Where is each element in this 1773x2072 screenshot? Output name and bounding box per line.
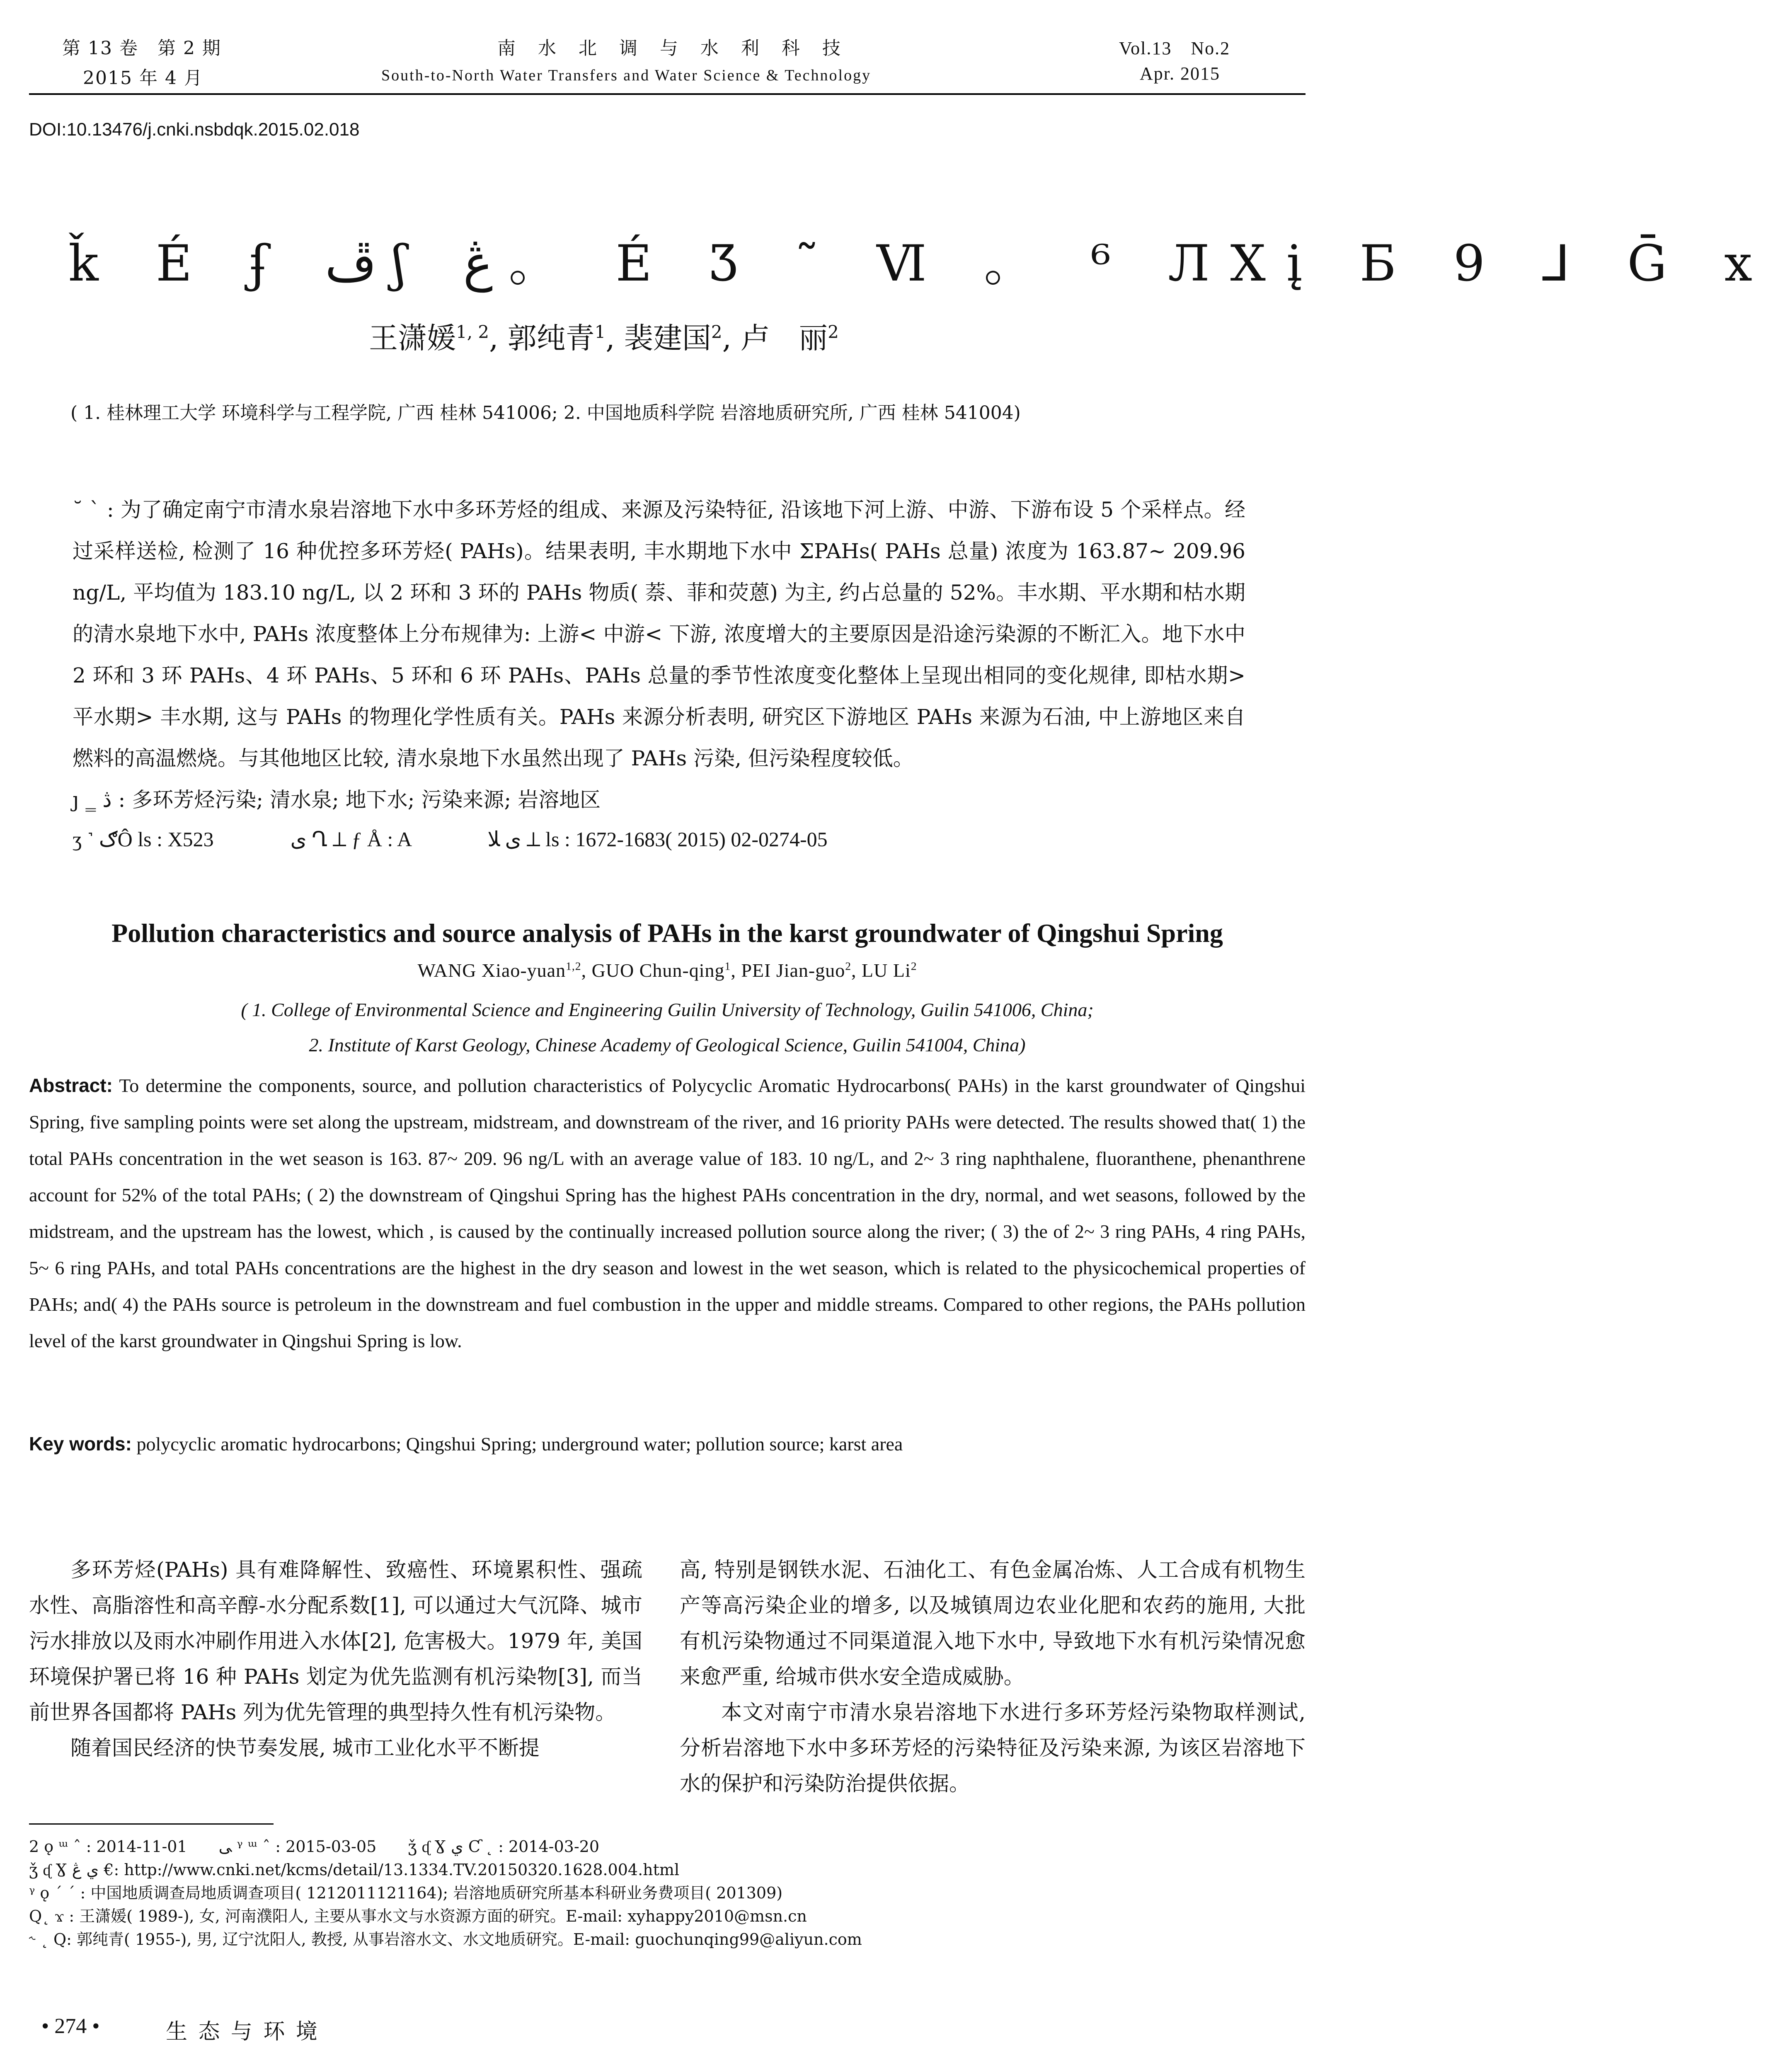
page-number: • 274 • xyxy=(41,2014,100,2038)
author-name-en: WANG Xiao-yuan xyxy=(417,960,566,981)
affiliation-en-1: ( 1. College of Environmental Science and Engineering Guilin University of Technology, Guilin 541006, China; xyxy=(241,999,1094,1020)
body-paragraph: 多环芳烃(PAHs) 具有难降解性、致癌性、环境累积性、强疏水性、高脂溶性和高辛醇-水分配系数[1], 可以通过大气沉降、城市污水排放以及雨水冲刷作用进入水体[2], 危害极大。1979 年, 美国环境保护署已将 16 种 PAHs 划定为优先监测有机污染物[3], 而当前世界各国都将 PAHs 列为优先管理的典型持久性有机污染物。 xyxy=(29,1558,642,1724)
body-column-left xyxy=(29,1552,642,1766)
author-name: 王潇媛 xyxy=(369,321,456,355)
footnote-rule xyxy=(29,1823,274,1825)
author-sup-en: 1,2 xyxy=(566,959,581,973)
author-sup-en: 2 xyxy=(845,959,852,973)
doc-code-label: ى Ղ ⟂ ƒ Å xyxy=(290,828,382,851)
header-date: 2015 年 4 月 xyxy=(83,68,203,89)
abstract-en-text: To determine the components, source, and pollution characteristics of Polycyclic Aromatic Hydrocarbons( PAHs) in the karst groundwater of Qingshui Spring, five sampling points were set along the upstream, midstream, and downstream of the river, and 16 priority PAHs were detected. The results showed that( 1) the total PAHs concentration in the wet season is 163. 87~ 209. 96 ng/L with an average value of 183. 10 ng/L, and 2~ 3 ring naphthalene, fluoranthene, phenanthrene account for 52% of the total PAHs; ( 2) the downstream of Qingshui Spring has the highest PAHs concentration in the dry, normal, and wet seasons, followed by the midstream, and the upstream has the lowest, which , is caused by the continually increased pollution source along the river; ( 3) the of 2~ 3 ring PAHs, 4 ring PAHs, 5~ 6 ring PAHs, and total PAHs concentrations are the highest in the dry season and lowest in the wet season, which is related to the physicochemical properties of PAHs; and( 4) the PAHs source is petroleum in the downstream and fuel combustion in the upper and middle streams. Compared to other regions, the PAHs pollution level of the karst groundwater in Qingshui Spring is low. xyxy=(29,1075,1306,1351)
abstract-cn-label: ˘ ˋ xyxy=(73,498,100,522)
body-paragraph: 高, 特别是钢铁水泥、石油化工、有色金属冶炼、人工合成有机物生产等高污染企业的增多, 以及城镇周边农业化肥和农药的施用, 大批有机污染物通过不同渠道混入地下水中, 导致地下水有机污染情况愈来愈严重, 给城市供水安全造成威胁。 xyxy=(680,1558,1306,1689)
author-name: 裴建国 xyxy=(624,321,711,355)
doc-code-value: : A xyxy=(387,828,411,851)
title-en: Pollution characteristics and source analysis of PAHs in the karst groundwater of Qingshui Spring xyxy=(111,918,1223,948)
author-name-en: PEI Jian-guo xyxy=(741,960,845,981)
header-journal-cn: 南 水 北 调 与 水 利 科 技 xyxy=(497,38,849,59)
footnote-dates: 2 ǫ ᵚ ˆ : 2014-11-01 ﻰ ᵞ ᵚ ˆ : 2015-03-05 ǯ ᶑ Ɣ ي Ƈ ˛ : 2014-03-20 xyxy=(29,1837,600,1856)
keywords-en-label: Key words: xyxy=(29,1433,132,1455)
author-name: 卢 丽 xyxy=(741,321,828,355)
affiliation-cn: ( 1. 桂林理工大学 环境科学与工程学院, 广西 桂林 541006; 2. 中国地质科学院 岩溶地质研究所, 广西 桂林 541004) xyxy=(70,402,1021,424)
keywords-cn-label: ȷ ‗ ڎ xyxy=(73,788,112,812)
clc-value: : X523 xyxy=(157,828,214,851)
author-name-en: LU Li xyxy=(862,960,911,981)
header-volume-issue: 第 13 卷 第 2 期 xyxy=(62,38,221,59)
affiliation-en-2: 2. Institute of Karst Geology, Chinese Academy of Geological Science, Guilin 541004, China) xyxy=(309,1034,1026,1055)
article-id-label: ى ﻼ ⟂ ls xyxy=(487,828,560,851)
abstract-en-label: Abstract: xyxy=(29,1075,113,1096)
authors-en: WANG Xiao-yuan$^{1,2}$, GUO Chun-qing$^1$, PEI Jian-guo$^2$, LU Li$^2$ xyxy=(417,959,917,981)
authors-cn: 王潇媛$^{1, 2}$, 郭纯青$^1$, 裴建国$^2$, 卢 丽$^2$ xyxy=(369,321,839,355)
keywords-en xyxy=(29,1426,1306,1462)
header-volume-en: Vol.13 No.2 xyxy=(1119,38,1230,58)
keywords-cn-text: : 多环芳烃污染; 清水泉; 地下水; 污染来源; 岩溶地区 xyxy=(118,788,601,812)
abstract-en xyxy=(29,1067,1306,1359)
body-column-right xyxy=(680,1552,1306,1801)
article-id-value: : 1672-1683( 2015) 02-0274-05 xyxy=(564,828,828,851)
body-paragraph: 本文对南宁市清水泉岩溶地下水进行多环芳烃污染物取样测试, 分析岩溶地下水中多环芳烃的污染特征及污染来源, 为该区岩溶地下水的保护和污染防治提供依据。 xyxy=(680,1700,1306,1796)
doi: DOI:10.13476/j.cnki.nsbdqk.2015.02.018 xyxy=(29,119,360,140)
footnote-corresponding: ˞ ˛ Q: 郭纯青( 1955-), 男, 辽宁沈阳人, 教授, 从事岩溶水文、水文地质研究。E-mail: guochunqing99@aliyun.com xyxy=(29,1930,862,1949)
author-name: 郭纯青 xyxy=(507,321,595,355)
author-name-en: GUO Chun-qing xyxy=(591,960,725,981)
abstract-cn xyxy=(73,489,1245,779)
section-name: 生 态 与 环 境 xyxy=(166,2020,320,2044)
footnote-author: Q˛ ϫ : 王潇媛( 1989-), 女, 河南濮阳人, 主要从事水文与水资源方面的研究。E-mail: xyhappy2010@msn.cn xyxy=(29,1907,807,1925)
keywords-cn xyxy=(73,779,1245,821)
author-sup-en: 2 xyxy=(911,959,917,973)
header-journal-en: South-to-North Water Transfers and Water Science & Technology xyxy=(381,67,872,84)
author-sup: 2 xyxy=(828,322,839,342)
classification-line xyxy=(73,818,1245,860)
author-sup: 1, 2 xyxy=(456,322,489,342)
abstract-cn-text: : 为了确定南宁市清水泉岩溶地下水中多环芳烃的组成、来源及污染特征, 沿该地下河上游、中游、下游布设 5 个采样点。经过采样送检, 检测了 16 种优控多环芳烃( PAHs)。结果表明, 丰水期地下水中 ΣPAHs( PAHs 总量) 浓度为 163.87~ 209.96 ng/L, 平均值为 183.10 ng/L, 以 2 环和 3 环的 PAHs 物质( 萘、菲和荧蒽) 为主, 约占总量的 52%。丰水期、平水期和枯水期的清水泉地下水中, PAHs 浓度整体上分布规律为: 上游< 中游< 下游, 浓度增大的主要原因是沿途污染源的不断汇入。地下水中 2 环和 3 环 PAHs、4 环 PAHs、5 环和 6 环 PAHs、PAHs 总量的季节性浓度变化整体上呈现出相同的变化规律, 即枯水期> 平水期> 丰水期, 这与 PAHs 的物理化学性质有关。PAHs 来源分析表明, 研究区下游地区 PAHs 来源为石油, 中上游地区来自燃料的高温燃烧。与其他地区比较, 清水泉地下水虽然出现了 PAHs 污染, 但污染程度较低。 xyxy=(73,498,1245,770)
keywords-en-text: polycyclic aromatic hydrocarbons; Qingshui Spring; underground water; pollution source; karst area xyxy=(136,1433,903,1455)
author-sup: 2 xyxy=(711,322,722,342)
header-rule xyxy=(29,93,1306,95)
clc-label: ʒ ˺ ګÔ ls xyxy=(73,828,152,851)
header-date-en: Apr. 2015 xyxy=(1140,63,1220,84)
footnote-online: ǯ ᶑ Ɣ ي ڠ €: http://www.cnki.net/kcms/detail/13.1334.TV.20150320.1628.004.html xyxy=(29,1861,680,1879)
author-sup-en: 1 xyxy=(724,959,731,973)
author-sup: 1 xyxy=(594,322,606,342)
footnote-funding: ᵞ ǫ ´ ˊ : 中国地质调查局地质调查项目( 1212011121164); 岩溶地质研究所基本科研业务费项目( 201309) xyxy=(29,1884,783,1902)
body-paragraph: 随着国民经济的快节奏发展, 城市工业化水平不断提 xyxy=(70,1736,540,1760)
title-cn: ǩ É ʄ ڦ ʃ ڠ 。 É Ʒ ˜ Ⅵ 。 ⁶ ЛⅩį Ƃ 9 ⅃ Ḡ ⅹ xyxy=(68,235,1773,293)
